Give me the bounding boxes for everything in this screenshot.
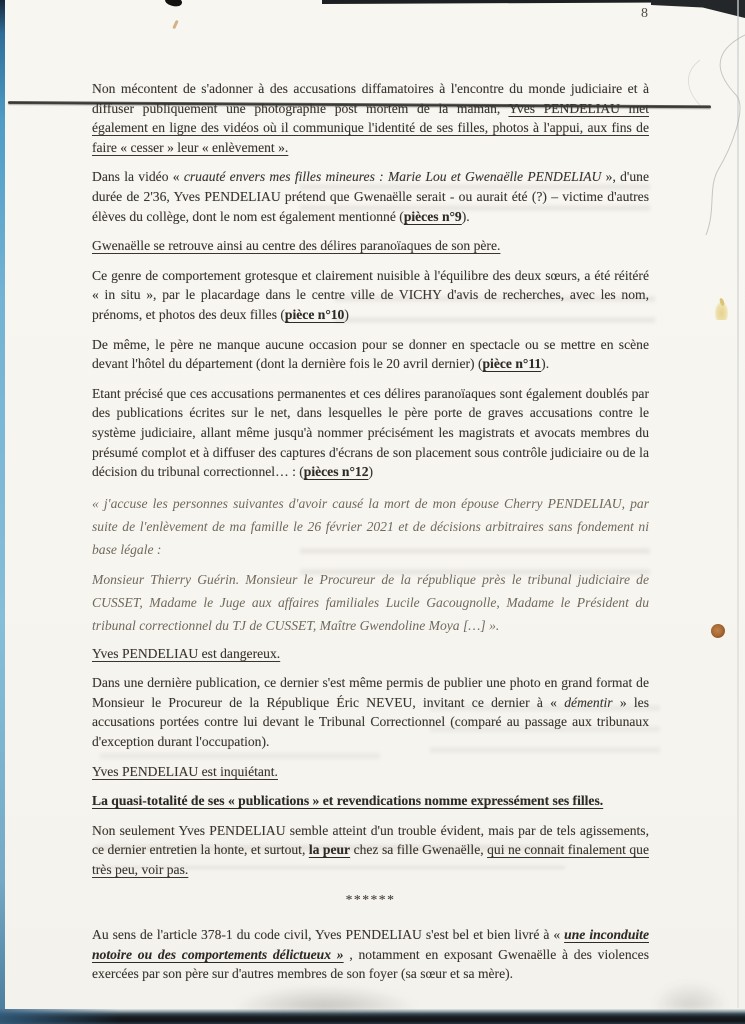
scanner-edge-bottom xyxy=(0,1009,745,1024)
para-article-378 xyxy=(92,925,649,984)
para-quote-personnes xyxy=(92,568,649,637)
text-run: pièce n°11 xyxy=(482,356,542,372)
para-gwenaelle-delires xyxy=(92,236,649,256)
text-run: Ce genre de comportement grotesque et clairement nuisible à l'équilibre des deux sœurs, a été réitéré « in situ », par le placardage dans le centre ville de VICHY d'avis de recherches, avec les nom, prénoms, et photos des deux filles ( xyxy=(92,267,649,322)
para-intro-accusations xyxy=(92,79,649,157)
text-run: « j'accuse les personnes suivantes d'avoir causé la mort de mon épouse Cherry PENDELIAU, par suite de l'enlèvement de ma famille le 26 février 2021 et de décisions arbitraires sans fondement ni base légale : xyxy=(92,495,649,557)
text-run: Dans la vidéo « xyxy=(92,169,184,185)
text-run: », d'une durée de 2'36, Yves PENDELIAU prétend que Gwenaëlle serait - ou aurait été (?) – victime d'autres élèves du collège, dont le nom est également mentionné ( xyxy=(92,169,649,224)
text-run: pièces n°9 xyxy=(403,208,462,224)
text-run: chez sa fille Gwenaëlle, xyxy=(350,842,488,858)
text-run: une inconduite notoire ou des comportements délictueux » xyxy=(92,927,649,962)
text-run: cruauté envers mes filles mineures : Marie Lou et Gwenaëlle PENDELIAU xyxy=(183,169,602,185)
scanner-corner-top-right xyxy=(651,0,745,18)
text-run: Gwenaëlle se retrouve ainsi au centre des délires paranoïaques de son père. xyxy=(92,238,501,254)
text-run: pièces n°12 xyxy=(303,464,369,480)
paper-speck xyxy=(172,20,179,29)
para-quote-jaccuse xyxy=(92,492,649,561)
para-video-cruaute xyxy=(92,167,649,226)
paper-edge-line xyxy=(737,0,739,1008)
para-trouble-evident xyxy=(92,821,649,880)
pen-mark-top xyxy=(164,0,183,8)
text-run: ) xyxy=(368,464,374,480)
text-run: Non seulement Yves PENDELIAU semble atteint d'un trouble évident, mais par de tels agissements, ce dernier entretien la honte, et surtout, xyxy=(92,822,649,858)
text-run: pièce n°10 xyxy=(284,306,345,322)
text-run: Monsieur Thierry Guérin. Monsieur le Procureur de la république près le tribunal judiciaire de CUSSET, Madame le Juge aux affaires familiales Lucile Gacougnolle, Madame le Président du tribunal correctionnel du TJ de CUSSET, Maître Gwendoline Moya […] ». xyxy=(92,571,649,633)
para-comportement-grotesque xyxy=(92,266,649,325)
brown-stain xyxy=(711,624,725,638)
page-number: 8 xyxy=(641,6,648,21)
text-run: Etant précisé que ces accusations permanentes et ces délires paranoïaques sont également doublés par des publications écrites sur le net, dans lesquelles le père porte de graves accusations contre le système judiciaire, allant même jusqu'à nommer précisément les magistrats et avocats membres du présumé complot et à diffuser des captures d'écrans de son placement sous contrôle judiciaire ou de la décision du tribunal correctionnel… : ( xyxy=(92,385,649,480)
para-publications-net xyxy=(92,384,649,482)
text-run: ). xyxy=(461,208,470,224)
text-run: Yves PENDELIAU est inquiétant. xyxy=(92,763,278,779)
para-dangereux xyxy=(92,644,649,664)
scanner-edge-left xyxy=(0,0,5,1012)
text-run: la peur xyxy=(308,842,351,858)
text-run: ) xyxy=(344,306,349,322)
para-spectacle xyxy=(92,335,649,374)
text-run: Yves PENDELIAU met également en ligne des vidéos où il communique l'identité de ses filles, photos à l'appui, aux fins de faire « cesser » leur « enlèvement ». xyxy=(92,100,649,155)
text-run: ****** xyxy=(345,891,396,907)
text-run: Yves PENDELIAU est dangereux. xyxy=(92,645,281,661)
text-run: La quasi-totalité de ses « publications » et revendications nomme expressément ses filles. xyxy=(92,793,604,809)
yellow-stain xyxy=(715,302,728,320)
text-run: , notamment en exposant Gwenaëlle à des violences exercées par son père sur d'autres membres de son foyer (sa sœur et sa mère). xyxy=(92,946,649,982)
para-separator-stars xyxy=(92,890,649,910)
document-body xyxy=(92,79,649,994)
text-run: » les accusations portées contre lui devant le Tribunal Correctionnel (comparé au passage aux tribunaux d'exception durant l'occupation). xyxy=(92,694,649,750)
text-run: qui ne connait finalement que très peu, voir pas. xyxy=(92,842,650,878)
text-run: Dans une dernière publication, ce dernier s'est même permis de publier une photo en grand format de Monsieur le Procureur de la République Éric NEVEU, invitant ce dernier à « xyxy=(92,675,649,710)
para-quasi-totalite xyxy=(92,791,649,811)
scan-shadow-smudge xyxy=(650,980,730,1010)
text-run: Non mécontent de s'adonner à des accusations diffamatoires à l'encontre du monde judiciaire et à diffuser publiquement une photographie post mortem de la maman, xyxy=(92,81,649,116)
para-inquietant xyxy=(92,762,649,782)
text-run: Au sens de l'article 378-1 du code civil, Yves PENDELIAU s'est bel et bien livré à « xyxy=(92,927,565,943)
text-run: ). xyxy=(541,356,550,372)
text-run: De même, le père ne manque aucune occasion pour se donner en spectacle ou se mettre en scène devant l'hôtel du département (dont la dernière fois le 20 avril dernier) ( xyxy=(92,336,649,372)
text-run: démentir xyxy=(564,694,613,710)
para-derniere-publication xyxy=(92,673,649,751)
